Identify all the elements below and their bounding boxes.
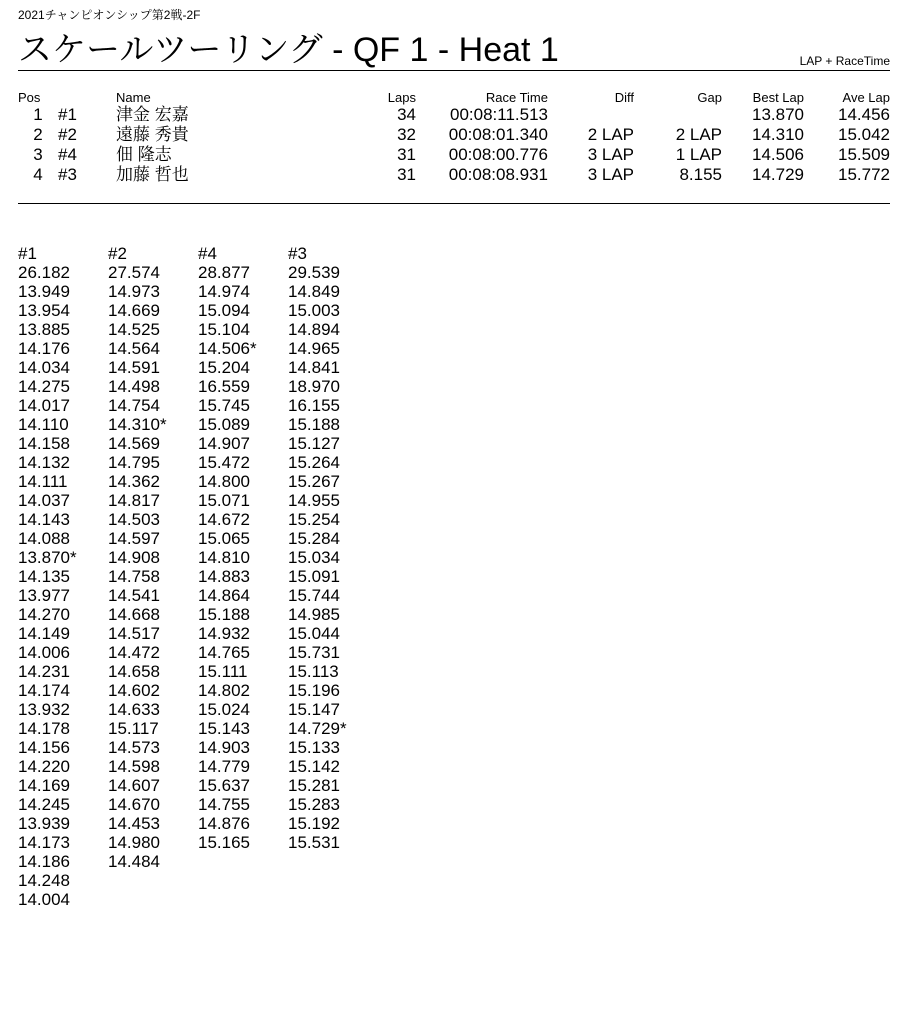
lap-time: 13.977 — [18, 586, 70, 605]
lap-time: 14.176 — [18, 339, 70, 358]
lap-time: 15.091 — [288, 567, 340, 586]
result-row — [18, 125, 890, 145]
result-ave-lap: 15.772 — [838, 165, 890, 184]
lap-time: 14.597 — [108, 529, 160, 548]
lap-time: 14.894 — [288, 320, 340, 339]
lap-time: 15.531 — [288, 833, 340, 852]
lap-time: 14.245 — [18, 795, 70, 814]
lap-time: 15.133 — [288, 738, 340, 757]
lap-time: 14.484 — [108, 852, 160, 871]
lap-time: 15.071 — [198, 491, 250, 510]
lap-time: 14.111 — [18, 472, 68, 491]
lap-time: 14.932 — [198, 624, 250, 643]
lap-time: 14.658 — [108, 662, 160, 681]
lap-time: 14.573 — [108, 738, 160, 757]
lap-time: 14.672 — [198, 510, 250, 529]
lap-time: 14.729* — [288, 719, 347, 738]
lap-time: 13.954 — [18, 301, 70, 320]
result-best-lap: 13.870 — [752, 105, 804, 124]
lap-time: 15.744 — [288, 586, 340, 605]
lap-time: 14.980 — [108, 833, 160, 852]
lap-time: 14.817 — [108, 491, 160, 510]
result-num: #4 — [58, 145, 77, 164]
lap-time: 15.196 — [288, 681, 340, 700]
result-pos: 4 — [33, 165, 43, 184]
result-row — [18, 145, 890, 165]
lap-time: 14.275 — [18, 377, 70, 396]
lap-time: 14.158 — [18, 434, 70, 453]
col-diff: Diff — [614, 89, 634, 105]
lap-time: 14.248 — [18, 871, 70, 890]
lap-time: 14.173 — [18, 833, 70, 852]
result-race-time: 00:08:01.340 — [448, 125, 548, 144]
result-best-lap: 14.729 — [752, 165, 804, 184]
lap-time: 15.188 — [288, 415, 340, 434]
result-best-lap: 14.310 — [752, 125, 804, 144]
results-table — [18, 89, 890, 185]
lap-column — [288, 244, 378, 909]
result-ave-lap: 14.456 — [838, 105, 890, 124]
lap-time: 15.188 — [198, 605, 250, 624]
lap-time: 14.517 — [108, 624, 160, 643]
lap-time: 15.284 — [288, 529, 340, 548]
lap-time: 14.220 — [18, 757, 70, 776]
result-diff: 3 LAP — [587, 145, 634, 164]
lap-time: 15.113 — [288, 662, 339, 681]
result-gap: 2 LAP — [675, 125, 722, 144]
lap-time: 14.602 — [108, 681, 160, 700]
lap-time: 15.127 — [288, 434, 340, 453]
lap-time: 14.973 — [108, 282, 160, 301]
lap-time: 14.908 — [108, 548, 160, 567]
lap-time: 15.003 — [288, 301, 340, 320]
lap-time: 14.503 — [108, 510, 160, 529]
result-row — [18, 165, 890, 185]
lap-time: 14.034 — [18, 358, 70, 377]
lap-time: 14.810 — [198, 548, 250, 567]
result-diff: 2 LAP — [587, 125, 634, 144]
lap-time: 14.132 — [18, 453, 70, 472]
lap-time: 14.564 — [108, 339, 160, 358]
col-laps: Laps — [387, 89, 416, 105]
lap-time: 14.156 — [18, 738, 70, 757]
lap-time: 14.669 — [108, 301, 160, 320]
result-name: 加藤 哲也 — [116, 165, 189, 184]
lap-time: 14.965 — [288, 339, 340, 358]
result-ave-lap: 15.042 — [838, 125, 890, 144]
result-race-time: 00:08:11.513 — [450, 105, 548, 124]
lap-time: 28.877 — [198, 263, 250, 282]
lap-time: 14.110 — [18, 415, 69, 434]
result-laps: 34 — [397, 105, 416, 124]
lap-column — [108, 244, 198, 909]
lap-time: 14.143 — [18, 510, 70, 529]
lap-time: 15.034 — [288, 548, 340, 567]
lap-time: 13.949 — [18, 282, 70, 301]
lap-time: 14.755 — [198, 795, 250, 814]
lap-time: 15.143 — [198, 719, 250, 738]
lap-time: 15.283 — [288, 795, 340, 814]
lap-time: 14.668 — [108, 605, 160, 624]
result-gap — [634, 105, 722, 125]
result-diff: 3 LAP — [587, 165, 634, 184]
lap-time: 14.186 — [18, 852, 70, 871]
lap-time: 14.006 — [18, 643, 70, 662]
results-divider — [18, 203, 890, 204]
report-type: LAP + RaceTime — [799, 54, 890, 68]
lap-time: 13.939 — [18, 814, 70, 833]
lap-time: 29.539 — [288, 263, 340, 282]
lap-time: 15.111 — [198, 662, 248, 681]
lap-time: 15.024 — [198, 700, 250, 719]
result-name: 津金 宏嘉 — [116, 105, 189, 124]
lap-time: 14.802 — [198, 681, 250, 700]
lap-time: 14.903 — [198, 738, 250, 757]
lap-time: 15.104 — [198, 320, 250, 339]
col-pos: Pos — [18, 89, 41, 105]
lap-time: 13.885 — [18, 320, 70, 339]
lap-time: 15.637 — [198, 776, 250, 795]
lap-time: 14.310* — [108, 415, 167, 434]
lap-time: 14.841 — [288, 358, 340, 377]
lap-time: 15.731 — [288, 643, 340, 662]
lap-time: 14.270 — [18, 605, 70, 624]
lap-time: 14.017 — [18, 396, 70, 415]
lap-time: 14.569 — [108, 434, 160, 453]
result-pos: 3 — [33, 145, 43, 164]
lap-time: 14.453 — [108, 814, 160, 833]
result-num: #1 — [58, 105, 77, 124]
lap-time: 15.254 — [288, 510, 340, 529]
result-row — [18, 105, 890, 125]
result-best-lap: 14.506 — [752, 145, 804, 164]
lap-time: 14.231 — [18, 662, 70, 681]
result-race-time: 00:08:00.776 — [448, 145, 548, 164]
lap-time: 14.178 — [18, 719, 70, 738]
lap-time: 14.591 — [108, 358, 160, 377]
lap-time: 14.849 — [288, 282, 340, 301]
col-best-lap: Best Lap — [752, 89, 804, 105]
lap-time: 15.089 — [198, 415, 250, 434]
lap-time: 14.037 — [18, 491, 70, 510]
result-name: 佃 隆志 — [116, 145, 172, 164]
lap-column — [18, 244, 108, 909]
lap-time: 16.559 — [198, 377, 250, 396]
event-name: 2021チャンピオンシップ第2戦-2F — [18, 8, 201, 22]
col-gap: Gap — [697, 89, 722, 105]
lap-time: 15.204 — [198, 358, 250, 377]
lap-time: 14.795 — [108, 453, 160, 472]
lap-time: 14.670 — [108, 795, 160, 814]
lap-time: 14.506* — [198, 339, 257, 358]
lap-time: 14.876 — [198, 814, 250, 833]
lap-time: 14.985 — [288, 605, 340, 624]
lap-time: 14.758 — [108, 567, 160, 586]
result-name: 遠藤 秀貴 — [116, 125, 189, 144]
lap-time: 27.574 — [108, 263, 160, 282]
results-header-row — [18, 89, 890, 105]
lap-column-header: #3 — [288, 244, 307, 263]
lap-time: 14.174 — [18, 681, 70, 700]
lap-time: 15.281 — [288, 776, 340, 795]
lap-time: 14.974 — [198, 282, 250, 301]
result-pos: 2 — [33, 125, 43, 144]
result-race-time: 00:08:08.931 — [448, 165, 548, 184]
lap-time: 14.598 — [108, 757, 160, 776]
lap-column-header: #2 — [108, 244, 127, 263]
lap-time: 15.745 — [198, 396, 250, 415]
lap-time: 14.800 — [198, 472, 250, 491]
col-race-time: Race Time — [485, 89, 548, 105]
lap-time: 14.955 — [288, 491, 340, 510]
result-laps: 31 — [397, 165, 416, 184]
lap-time: 26.182 — [18, 263, 70, 282]
lap-time: 15.165 — [198, 833, 250, 852]
lap-time: 15.472 — [198, 453, 250, 472]
lap-time: 14.633 — [108, 700, 160, 719]
result-gap: 1 LAP — [675, 145, 722, 164]
lap-column-header: #1 — [18, 244, 37, 263]
col-name: Name — [116, 89, 151, 105]
lap-column-header: #4 — [198, 244, 217, 263]
lap-time: 18.970 — [288, 377, 340, 396]
lap-time: 14.765 — [198, 643, 250, 662]
result-num: #2 — [58, 125, 77, 144]
result-laps: 31 — [397, 145, 416, 164]
lap-time: 14.088 — [18, 529, 70, 548]
lap-time: 16.155 — [288, 396, 340, 415]
lap-time: 14.754 — [108, 396, 160, 415]
lap-time: 15.267 — [288, 472, 340, 491]
lap-time: 15.147 — [288, 700, 340, 719]
result-ave-lap: 15.509 — [838, 145, 890, 164]
lap-time: 14.362 — [108, 472, 160, 491]
result-diff — [548, 105, 634, 125]
col-num — [58, 89, 116, 105]
lap-time: 14.135 — [18, 567, 70, 586]
lap-column — [198, 244, 288, 909]
lap-times — [18, 244, 378, 909]
result-gap: 8.155 — [679, 165, 722, 184]
race-title: スケールツーリング - QF 1 - Heat 1 — [18, 31, 559, 69]
result-pos: 1 — [33, 105, 43, 124]
result-num: #3 — [58, 165, 77, 184]
lap-time: 14.525 — [108, 320, 160, 339]
lap-time: 14.472 — [108, 643, 160, 662]
lap-time: 15.065 — [198, 529, 250, 548]
lap-time: 14.864 — [198, 586, 250, 605]
lap-time: 15.192 — [288, 814, 340, 833]
lap-time: 15.117 — [108, 719, 159, 738]
lap-time: 14.169 — [18, 776, 70, 795]
lap-time: 15.044 — [288, 624, 340, 643]
lap-time: 13.932 — [18, 700, 70, 719]
lap-time: 14.907 — [198, 434, 250, 453]
lap-time: 15.264 — [288, 453, 340, 472]
header-divider — [18, 70, 890, 71]
lap-time: 15.094 — [198, 301, 250, 320]
lap-time: 14.004 — [18, 890, 70, 909]
lap-time: 14.541 — [108, 586, 160, 605]
col-ave-lap: Ave Lap — [842, 89, 890, 105]
lap-time: 14.149 — [18, 624, 70, 643]
lap-time: 15.142 — [288, 757, 340, 776]
result-laps: 32 — [397, 125, 416, 144]
lap-time: 14.498 — [108, 377, 160, 396]
lap-time: 14.883 — [198, 567, 250, 586]
lap-time: 14.779 — [198, 757, 250, 776]
lap-time: 13.870* — [18, 548, 77, 567]
lap-time: 14.607 — [108, 776, 160, 795]
